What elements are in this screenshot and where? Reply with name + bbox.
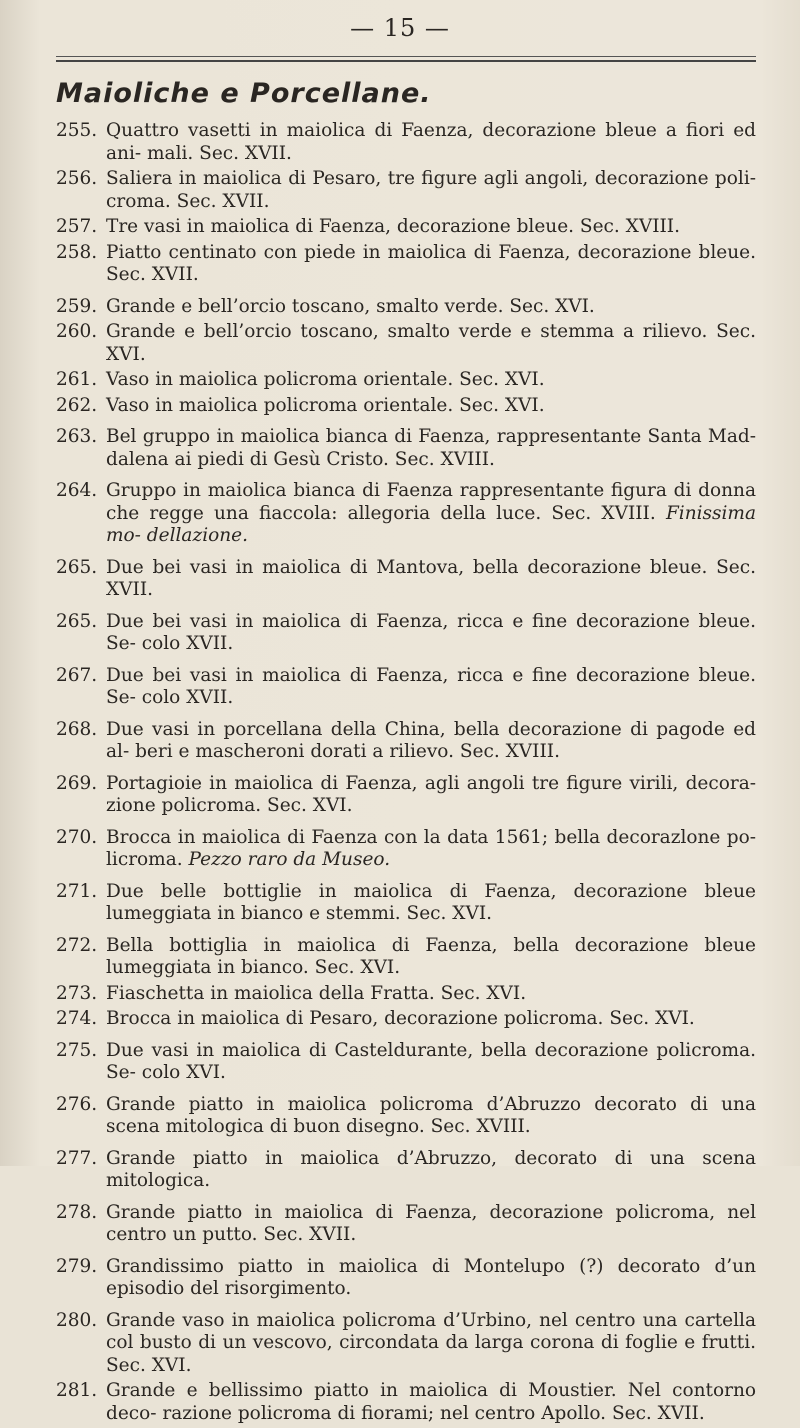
entry-description: Grande piatto in maiolica d’Abruzzo, decorato di una scena mitologica.	[106, 1147, 756, 1191]
catalog-entry	[56, 983, 756, 1006]
entry-description: Gruppo in maiolica bianca di Faenza rappresentante figura di donna che regge una fiaccola: allegoria della luce. Sec. XVIII.	[106, 480, 756, 524]
catalog-entry	[56, 1310, 756, 1378]
entry-text	[106, 480, 756, 548]
entry-text	[106, 296, 756, 319]
entry-description: Fiaschetta in maiolica della Fratta. Sec. XVI.	[106, 982, 527, 1004]
catalog-entry	[56, 773, 756, 818]
entry-number: 280.	[56, 1309, 98, 1331]
catalog-entry	[56, 719, 756, 764]
catalog-entry	[56, 296, 756, 319]
entry-number: 278.	[56, 1201, 98, 1223]
entry-description: Grande piatto in maiolica di Faenza, decorazione policroma, nel centro un putto. Sec. XVII.	[106, 1201, 756, 1245]
entry-text	[106, 983, 756, 1006]
entry-number: 268.	[56, 718, 98, 740]
catalog-entry	[56, 321, 756, 366]
catalog-entry	[56, 426, 756, 471]
entry-description: Due bei vasi in maiolica di Mantova, bella decorazione bleue. Sec. XVII.	[106, 556, 756, 600]
entry-number: 262.	[56, 394, 98, 416]
entry-description: Grande e bellissimo piatto in maiolica di Moustier. Nel contorno deco- razione policroma di fiorami; nel centro Apollo. Sec. XVII.	[106, 1380, 756, 1424]
entry-text	[106, 827, 756, 872]
catalog-entry	[56, 827, 756, 872]
entry-description: Due vasi in maiolica di Casteldurante, bella decorazione policroma. Se- colo XVI.	[106, 1039, 756, 1083]
entry-text	[106, 1310, 756, 1378]
entry-number: 281.	[56, 1380, 98, 1401]
entry-description: Piatto centinato con piede in maiolica di Faenza, decorazione bleue. Sec. XVII.	[106, 241, 756, 285]
section-title: Maioliche e Porcellane.	[56, 78, 432, 109]
entry-text	[106, 120, 756, 165]
header-rule	[56, 56, 756, 57]
entry-text	[106, 1148, 756, 1193]
entry-text	[106, 1094, 756, 1139]
entry-text	[106, 719, 756, 764]
entry-description: Bel gruppo in maiolica bianca di Faenza, rappresentante Santa Mad- dalena ai piedi di Gesù Cristo. Sec. XVIII.	[106, 426, 756, 470]
catalog-entry	[56, 395, 756, 418]
entry-text	[106, 168, 756, 213]
entry-text	[106, 1256, 756, 1301]
entry-text	[106, 1380, 756, 1425]
entry-description: Due belle bottiglie in maiolica di Faenza, decorazione bleue lumeggiata in bianco e stemmi. Sec. XVI.	[106, 880, 756, 924]
catalog-entry	[56, 881, 756, 926]
catalog-entry	[56, 935, 756, 980]
entry-number: 271.	[56, 880, 98, 902]
catalog-entry	[56, 369, 756, 392]
entry-text	[106, 1202, 756, 1247]
entry-number: 267.	[56, 664, 98, 686]
catalog-entry	[56, 1094, 756, 1139]
entry-number: 274.	[56, 1008, 98, 1029]
entry-number: 276.	[56, 1093, 98, 1115]
catalog-entry	[56, 242, 756, 287]
entry-number: 259.	[56, 295, 98, 317]
catalog-entry	[56, 1008, 756, 1031]
entry-text	[106, 773, 756, 818]
entry-text	[106, 1008, 756, 1031]
entry-number: 273.	[56, 982, 98, 1004]
catalog-entry	[56, 557, 756, 602]
catalog-entry	[56, 168, 756, 213]
entry-text	[106, 369, 756, 392]
entry-note: Finissima mo- dellazione.	[106, 502, 756, 546]
catalog-entry	[56, 1148, 756, 1193]
entry-description: Vaso in maiolica policroma orientale. Sec. XVI.	[106, 394, 545, 416]
entry-number: 279.	[56, 1255, 98, 1277]
entry-number: 275.	[56, 1039, 98, 1061]
entry-description: Due bei vasi in maiolica di Faenza, ricca e fine decorazione bleue. Se- colo XVII.	[106, 664, 756, 708]
entry-text	[106, 935, 756, 980]
entry-description: Vaso in maiolica policroma orientale. Sec. XVI.	[106, 369, 545, 390]
entry-number: 258.	[56, 241, 98, 263]
entry-description: Brocca in maiolica di Faenza con la data 1561; bella decorazlone po- licroma.	[106, 826, 756, 870]
entry-text	[106, 557, 756, 602]
entry-description: Grande piatto in maiolica policroma d’Abruzzo decorato di una scena mitologica di buon disegno. Sec. XVIII.	[106, 1093, 756, 1137]
entry-number: 277.	[56, 1147, 98, 1169]
entry-description: Grande e bell’orcio toscano, smalto verde e stemma a rilievo. Sec. XVI.	[106, 321, 756, 365]
entry-description: Due bei vasi in maiolica di Faenza, ricca e fine decorazione bleue. Se- colo XVII.	[106, 610, 756, 654]
catalog-entry	[56, 665, 756, 710]
entry-description: Portagioie in maiolica di Faenza, agli angoli tre figure virili, decora- zione policroma. Sec. XVI.	[106, 772, 756, 816]
entry-text	[106, 395, 756, 418]
entry-number: 269.	[56, 772, 98, 794]
entry-description: Grande vaso in maiolica policroma d’Urbino, nel centro una cartella col busto di un vescovo, circondata da larga corona di foglie e frutti. Sec. XVI.	[106, 1309, 756, 1376]
catalog-entry	[56, 1040, 756, 1085]
catalog-entry	[56, 1202, 756, 1247]
entry-description: Tre vasi in maiolica di Faenza, decorazione bleue. Sec. XVIII.	[106, 216, 680, 237]
entry-text	[106, 881, 756, 926]
entry-description: Bella bottiglia in maiolica di Faenza, bella decorazione bleue lumeggiata in bianco. Sec. XVI.	[106, 934, 756, 978]
catalog-entry	[56, 216, 756, 239]
entry-number: 261.	[56, 369, 98, 390]
entry-number: 255.	[56, 120, 98, 141]
entry-number: 263.	[56, 426, 98, 447]
entry-description: Due vasi in porcellana della China, bella decorazione di pagode ed al- beri e mascheroni dorati a rilievo. Sec. XVIII.	[106, 718, 756, 762]
entry-number: 260.	[56, 321, 98, 342]
entry-number: 264.	[56, 480, 98, 501]
catalog-entries	[56, 120, 756, 1428]
entry-number: 257.	[56, 216, 98, 237]
entry-text	[106, 611, 756, 656]
entry-description: Saliera in maiolica di Pesaro, tre figure agli angoli, decorazione poli- croma. Sec. XVII.	[106, 168, 756, 212]
entry-text	[106, 426, 756, 471]
entry-number: 265.	[56, 610, 98, 632]
entry-text	[106, 321, 756, 366]
entry-description: Brocca in maiolica di Pesaro, decorazione policroma. Sec. XVI.	[106, 1008, 695, 1029]
entry-text	[106, 665, 756, 710]
entry-note: Pezzo raro da Museo.	[188, 849, 391, 870]
catalog-entry	[56, 480, 756, 548]
entry-description: Grandissimo piatto in maiolica di Montelupo (?) decorato d’un episodio del risorgimento.	[106, 1255, 756, 1299]
header-rule-thick	[56, 60, 756, 62]
entry-number: 270.	[56, 826, 98, 848]
entry-text	[106, 1040, 756, 1085]
catalog-entry	[56, 611, 756, 656]
entry-description: Grande e bell’orcio toscano, smalto verde. Sec. XVI.	[106, 295, 595, 317]
entry-description: Quattro vasetti in maiolica di Faenza, decorazione bleue a fiori ed ani- mali. Sec. XVII.	[106, 120, 756, 164]
catalog-entry	[56, 1256, 756, 1301]
entry-text	[106, 216, 756, 239]
entry-text	[106, 242, 756, 287]
page-number: — 15 —	[350, 14, 450, 42]
entry-number: 256.	[56, 168, 98, 189]
entry-number: 272.	[56, 934, 98, 956]
catalog-entry	[56, 120, 756, 165]
catalog-entry	[56, 1380, 756, 1425]
entry-number: 265.	[56, 556, 98, 578]
